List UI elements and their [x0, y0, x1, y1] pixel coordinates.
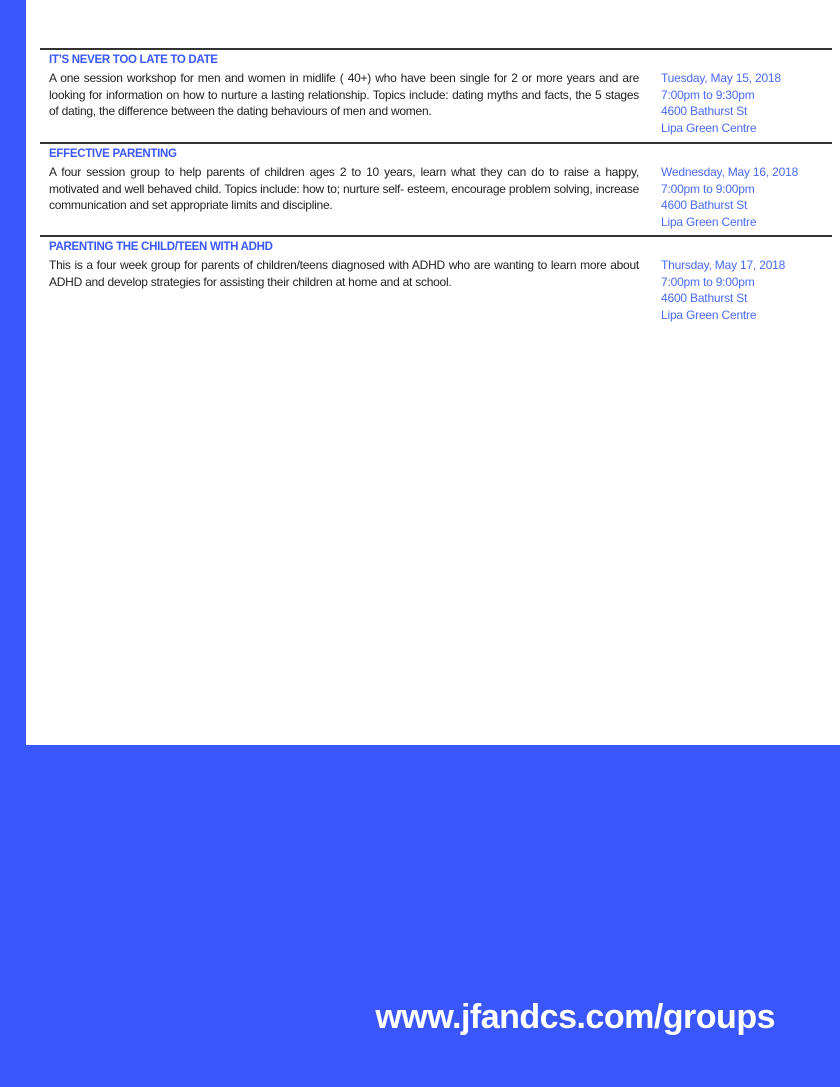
event-venue: Lipa Green Centre [661, 307, 757, 322]
event-address: 4600 Bathurst St [661, 198, 748, 213]
event-title: IT’S NEVER TOO LATE TO DATE [49, 54, 218, 66]
event-venue: Lipa Green Centre [661, 214, 757, 229]
event-description: This is a four week group for parents of children/teens diagnosed with ADHD who are wanting to learn more about ADHD and develop strategies for assisting their children at home and at school. [49, 258, 639, 289]
event-time: 7:00pm to 9:00pm [661, 181, 755, 196]
event-time: 7:00pm to 9:30pm [661, 87, 755, 102]
event-address: 4600 Bathurst St [661, 104, 748, 119]
event-address: 4600 Bathurst St [661, 291, 748, 306]
event-date: Tuesday, May 15, 2018 [661, 71, 781, 85]
event-details [661, 70, 781, 136]
event-time: 7:00pm to 9:00pm [661, 274, 755, 289]
event-entry [40, 235, 832, 322]
event-date: Wednesday, May 16, 2018 [661, 165, 799, 179]
event-entry [40, 142, 832, 229]
event-entry [40, 48, 832, 135]
event-description: A four session group to help parents of children ages 2 to 10 years, learn what they can do to raise a happy, motivated and well behaved child. Topics include: how to; nurture self- esteem, encourage problem solving, increase communication and set appropriate limits and discipline. [49, 165, 639, 213]
event-venue: Lipa Green Centre [661, 120, 757, 135]
event-description: A one session workshop for men and women in midlife ( 40+) who have been single for 2 or more years and are looking for information on how to nurture a lasting relationship. Topics include: dating myths and facts, the 5 stages of dating, the difference between the dating behaviours of men and women. [49, 71, 639, 119]
event-title: PARENTING THE CHILD/TEEN WITH ADHD [49, 241, 273, 253]
page-content [26, 0, 840, 745]
website-url[interactable]: www.jfandcs.com/groups [375, 998, 775, 1036]
event-details [661, 164, 798, 230]
event-date: Thursday, May 17, 2018 [661, 258, 786, 272]
event-title: EFFECTIVE PARENTING [49, 148, 177, 160]
event-details [661, 257, 785, 323]
